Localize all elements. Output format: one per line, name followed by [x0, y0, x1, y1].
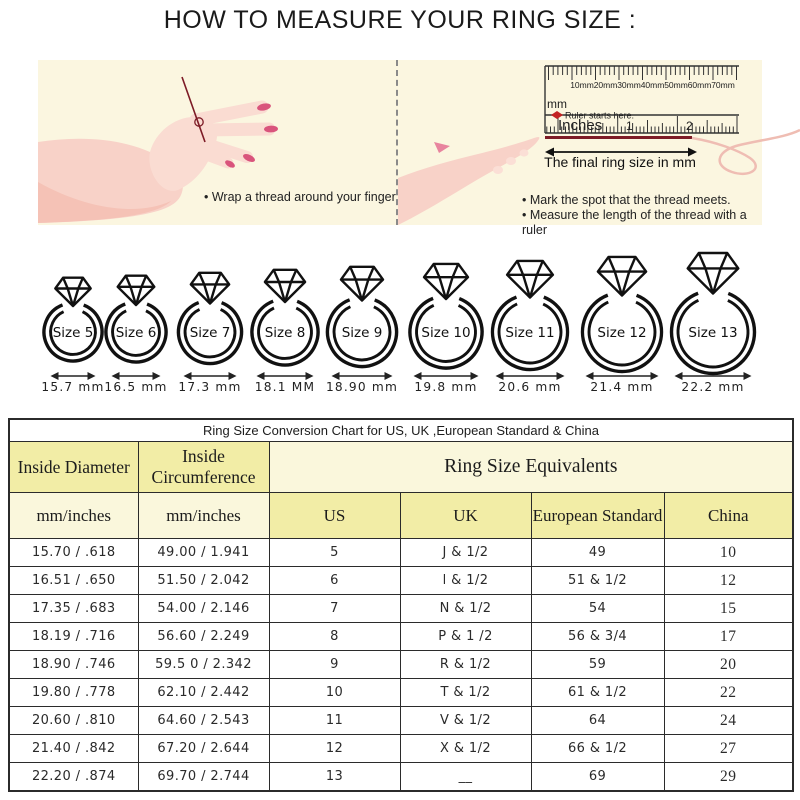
diameter-arrow	[112, 372, 161, 380]
table-cell: 11	[269, 707, 400, 735]
table-cell: 7	[269, 595, 400, 623]
ring-diameter-mm-label: 18.90 mm	[325, 380, 399, 394]
ring-size-12	[571, 257, 674, 394]
table-cell: 29	[664, 763, 793, 792]
table-cell: 6	[269, 567, 400, 595]
ring-size-label: Size 8	[264, 325, 306, 341]
diameter-arrow	[184, 372, 237, 380]
table-cell: 5	[269, 539, 400, 567]
table-cell: 56 & 3/4	[531, 623, 664, 651]
diamond-icon	[424, 264, 468, 299]
table-cell: 66 & 1/2	[531, 735, 664, 763]
table-cell: 15	[664, 595, 793, 623]
panel-measure-ruler	[398, 60, 762, 237]
ruler-mm-label: 70mm	[711, 80, 735, 90]
header-mm-inches-diameter: mm/inches	[9, 493, 138, 539]
table-cell: 49.00 / 1.941	[138, 539, 269, 567]
table-cell: 13	[269, 763, 400, 792]
table-cell: 19.80 / .778	[9, 679, 138, 707]
diameter-arrow	[257, 372, 314, 380]
thread-loop	[692, 130, 800, 174]
table-cell: 12	[664, 567, 793, 595]
ring-size-label: Size 10	[421, 325, 471, 341]
instruction-mark-spot: • Mark the spot that the thread meets.	[522, 193, 762, 208]
ruler-inch-1-label: 1	[626, 119, 633, 133]
table-cell: 22	[664, 679, 793, 707]
ruler-mm-label: 30mm	[617, 80, 641, 90]
table-cell: 17	[664, 623, 793, 651]
diameter-arrow	[332, 372, 393, 380]
table-cell: 15.70 / .618	[9, 539, 138, 567]
page-title: HOW TO MEASURE YOUR RING SIZE :	[163, 6, 637, 34]
table-cell: 54	[531, 595, 664, 623]
header-china: China	[664, 493, 793, 539]
table-cell: J & 1/2	[400, 539, 531, 567]
table-cell: 10	[664, 539, 793, 567]
diamond-icon	[55, 278, 90, 306]
table-cell: N & 1/2	[400, 595, 531, 623]
ring-sizes-diagram	[0, 243, 800, 408]
table-cell: 20	[664, 651, 793, 679]
header-uk: UK	[400, 493, 531, 539]
table-cell: 16.51 / .650	[9, 567, 138, 595]
table-cell: X & 1/2	[400, 735, 531, 763]
table-cell: 59.5 0 / 2.342	[138, 651, 269, 679]
conversion-table	[8, 418, 794, 792]
ruler-mm-labels	[570, 80, 735, 90]
table-cell: 64.60 / 2.543	[138, 707, 269, 735]
diameter-arrow	[414, 372, 479, 380]
table-row	[9, 567, 793, 595]
diamond-icon	[191, 273, 229, 304]
ring-diameter-mm-label: 22.2 mm	[681, 380, 745, 394]
table-row	[9, 651, 793, 679]
ring-size-label: Size 13	[688, 325, 738, 341]
table-cell: 49	[531, 539, 664, 567]
diamond-icon	[265, 270, 305, 302]
table-cell: l & 1/2	[400, 567, 531, 595]
header-us: US	[269, 493, 400, 539]
ring-size-label: Size 9	[341, 325, 383, 341]
instruction-panels	[38, 60, 762, 237]
ring-size-label: Size 11	[505, 325, 555, 341]
table-cell: 69	[531, 763, 664, 792]
ruler-mm-label: 50mm	[664, 80, 688, 90]
diameter-arrow	[51, 372, 96, 380]
table-row	[9, 707, 793, 735]
table-cell: 22.20 / .874	[9, 763, 138, 792]
ring-diameter-mm-label: 21.4 mm	[590, 380, 654, 394]
fingers	[193, 107, 269, 163]
table-cell: 21.40 / .842	[9, 735, 138, 763]
diamond-icon	[341, 267, 383, 301]
diamond-icon	[507, 261, 553, 298]
table-row	[9, 595, 793, 623]
table-cell: 20.60 / .810	[9, 707, 138, 735]
ruler-inch-2-label: 2	[686, 119, 693, 133]
ring-size-label: Size 5	[52, 325, 94, 341]
table-cell: 54.00 / 2.146	[138, 595, 269, 623]
table-row	[9, 763, 793, 792]
instruction-measure-length: • Measure the length of the thread with a ruler	[522, 208, 762, 238]
ring-size-label: Size 6	[115, 325, 157, 341]
ring-diameter-mm-label: 20.6 mm	[498, 380, 562, 394]
table-cell: 61 & 1/2	[531, 679, 664, 707]
table-cell: 56.60 / 2.249	[138, 623, 269, 651]
table-cell: 67.20 / 2.644	[138, 735, 269, 763]
ruler-mm-label: 10mm	[570, 80, 594, 90]
ruler-mm-ticks	[549, 66, 737, 80]
ring-size-5	[35, 278, 110, 394]
table-cell: R & 1/2	[400, 651, 531, 679]
table-cell: 9	[269, 651, 400, 679]
ring-size-8	[242, 270, 328, 394]
header-mm-inches-circumference: mm/inches	[138, 493, 269, 539]
diamond-icon	[598, 257, 646, 296]
ring-size-label: Size 12	[597, 325, 647, 341]
diamond-icon	[118, 276, 155, 305]
diamond-icon	[688, 253, 739, 294]
table-cell: 18.90 / .746	[9, 651, 138, 679]
ring-size-7	[169, 273, 251, 394]
table-cell: 17.35 / .683	[9, 595, 138, 623]
instructions-measure	[522, 193, 762, 238]
table-cell: 69.70 / 2.744	[138, 763, 269, 792]
table-cell: V & 1/2	[400, 707, 531, 735]
table-cell: 59	[531, 651, 664, 679]
diameter-arrow	[496, 372, 565, 380]
table-title: Ring Size Conversion Chart for US, UK ,European Standard & China	[9, 419, 793, 442]
ruler-mm-label: 60mm	[687, 80, 712, 90]
panel-wrap-thread	[38, 60, 398, 225]
header-european-standard: European Standard	[531, 493, 664, 539]
ruler-starts-here-label: Ruler starts here.	[565, 110, 635, 121]
ring-size-label: Size 7	[189, 325, 231, 341]
ring-size-13	[659, 253, 767, 394]
table-cell: __	[400, 763, 531, 792]
ruler-inches-label: Inches	[558, 117, 603, 134]
header-inside-circumference: Inside Circumference	[138, 442, 269, 493]
ring-size-6	[97, 276, 175, 394]
table-cell: P & 1 /2	[400, 623, 531, 651]
ring-size-9	[317, 267, 407, 394]
ruler-mm-label: 20mm	[593, 80, 618, 90]
table-cell: 51 & 1/2	[531, 567, 664, 595]
table-cell: T & 1/2	[400, 679, 531, 707]
ring-diameter-mm-label: 17.3 mm	[178, 380, 242, 394]
table-row	[9, 623, 793, 651]
table-cell: 62.10 / 2.442	[138, 679, 269, 707]
ring-diameter-mm-label: 16.5 mm	[104, 380, 168, 394]
ring-diameter-mm-label: 18.1 MM	[254, 380, 316, 394]
ring-diameter-mm-label: 19.8 mm	[414, 380, 478, 394]
ring-size-11	[481, 261, 578, 394]
ring-diameter-mm-label: 15.7 mm	[41, 380, 105, 394]
table-cell: 27	[664, 735, 793, 763]
ruler-mm-label: 40mm	[640, 80, 665, 90]
table-cell: 12	[269, 735, 400, 763]
table-cell: 18.19 / .716	[9, 623, 138, 651]
final-size-arrow-label: The final ring size in mm	[544, 154, 696, 170]
ring-size-10	[399, 264, 492, 394]
table-cell: 24	[664, 707, 793, 735]
table-cell: 8	[269, 623, 400, 651]
instruction-wrap-thread	[204, 190, 396, 204]
header-inside-diameter: Inside Diameter	[9, 442, 138, 493]
table-row	[9, 679, 793, 707]
pointing-arm-shape	[398, 137, 539, 225]
header-ring-size-equivalents: Ring Size Equivalents	[269, 442, 793, 493]
table-cell: 64	[531, 707, 664, 735]
table-cell: 10	[269, 679, 400, 707]
table-row	[9, 735, 793, 763]
table-cell: 51.50 / 2.042	[138, 567, 269, 595]
ruler-mm-unit-label: mm	[547, 97, 567, 111]
instruction-wrap-thread-text: Wrap a thread around your finger	[211, 190, 396, 204]
table-row	[9, 539, 793, 567]
thumbnail	[434, 142, 450, 153]
